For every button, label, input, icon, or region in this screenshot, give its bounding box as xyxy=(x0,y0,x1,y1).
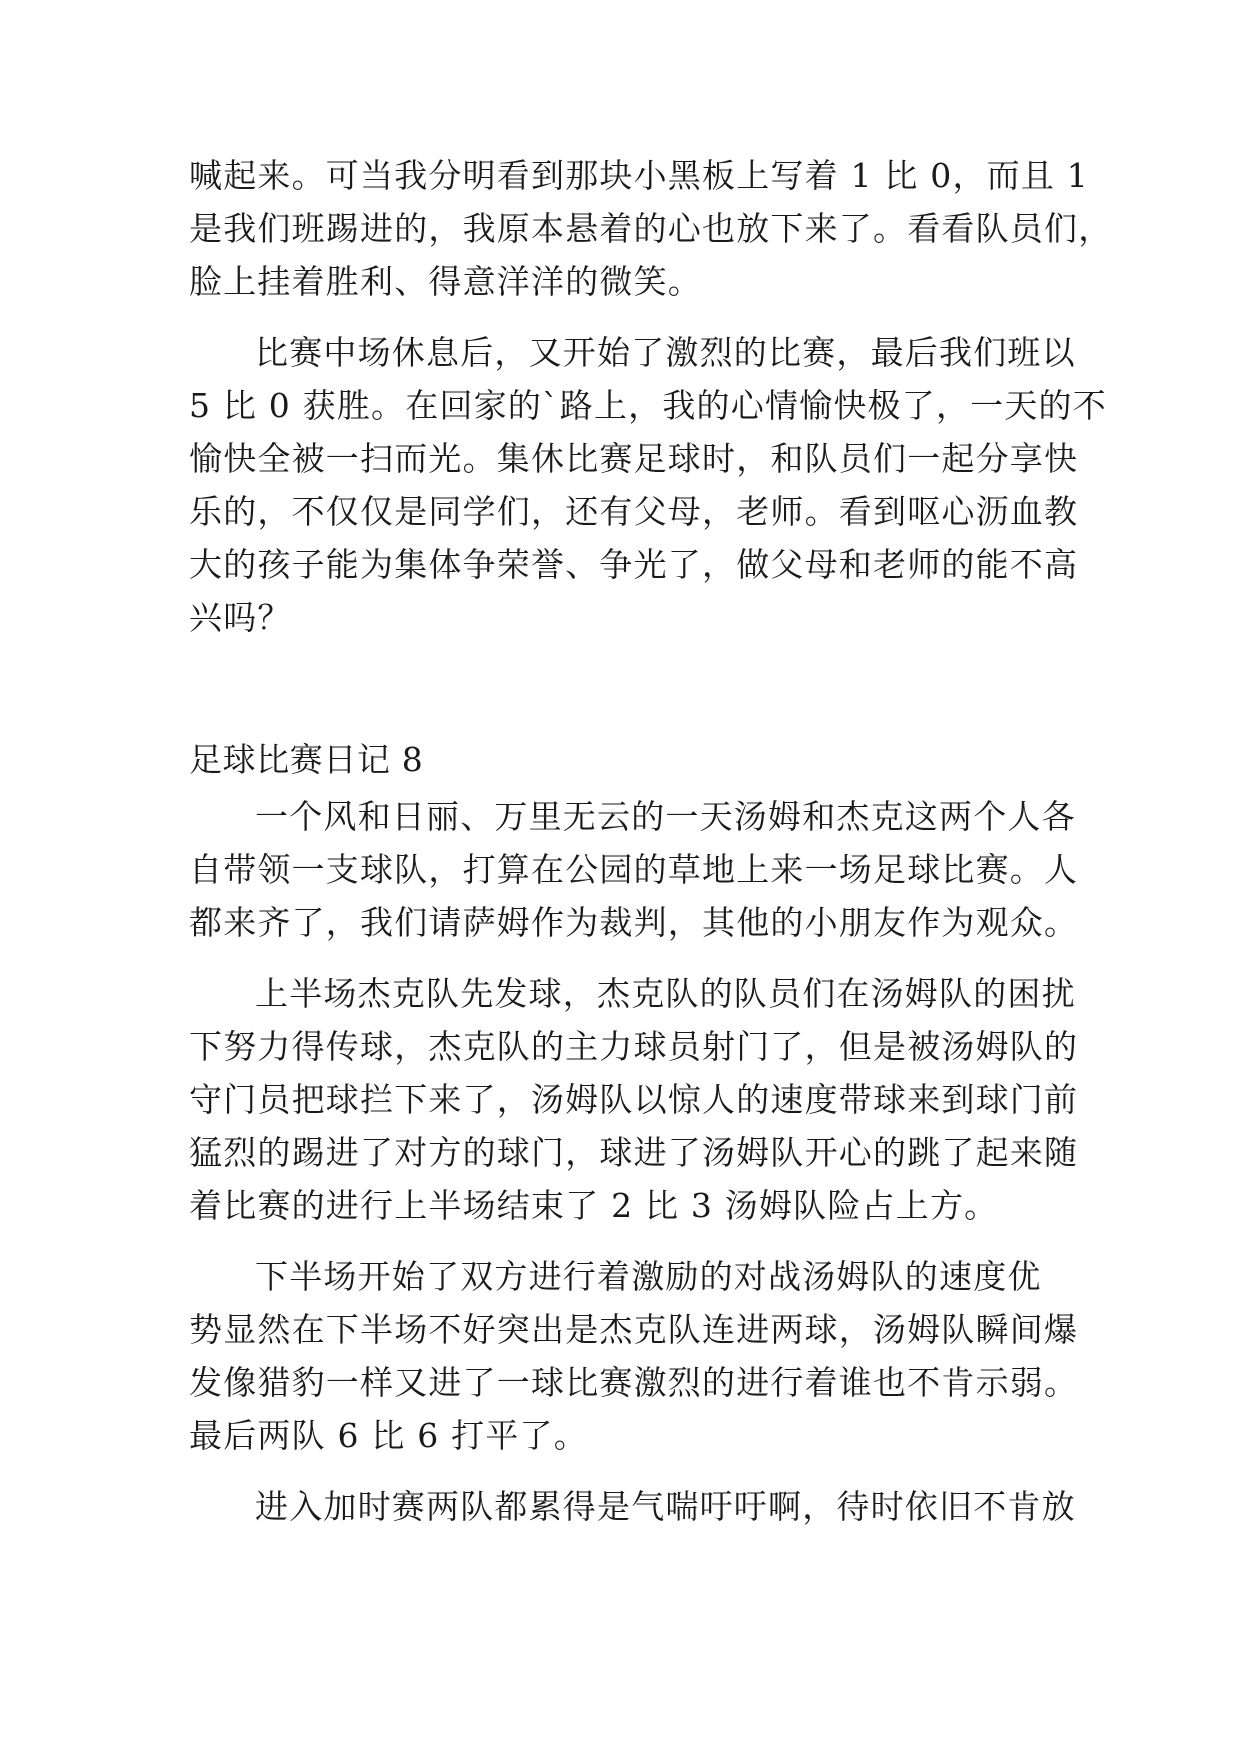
text-line: 乐的，不仅仅是同学们，还有父母，老师。看到呕心沥血教 xyxy=(189,492,1079,531)
text-line: 愉快全被一扫而光。集休比赛足球时，和队员们一起分享快 xyxy=(189,439,1079,478)
text-line: 自带领一支球队，打算在公园的草地上来一场足球比赛。人 xyxy=(189,850,1079,889)
text-line: 5 比 0 获胜。在回家的`路上，我的心情愉快极了，一天的不 xyxy=(189,386,1107,425)
text-line: 都来齐了，我们请萨姆作为裁判，其他的小朋友作为观众。 xyxy=(189,903,1079,942)
text-line: 着比赛的进行上半场结束了 2 比 3 汤姆队险占上方。 xyxy=(189,1186,999,1225)
text-line: 最后两队 6 比 6 打平了。 xyxy=(189,1416,588,1455)
text-line: 脸上挂着胜利、得意洋洋的微笑。 xyxy=(189,262,702,301)
text-line: 势显然在下半场不好突出是杰克队连进两球，汤姆队瞬间爆 xyxy=(189,1310,1079,1349)
text-line: 发像猎豹一样又进了一球比赛激烈的进行着谁也不肯示弱。 xyxy=(189,1363,1079,1402)
paragraph-first-line: 下半场开始了双方进行着激励的对战汤姆队的速度优 xyxy=(255,1257,1042,1296)
paragraph-first-line: 上半场杰克队先发球，杰克队的队员们在汤姆队的困扰 xyxy=(255,974,1076,1013)
text-line: 下努力得传球，杰克队的主力球员射门了，但是被汤姆队的 xyxy=(189,1027,1079,1066)
text-line: 喊起来。可当我分明看到那块小黑板上写着 1 比 0，而且 1 xyxy=(189,156,1089,195)
paragraph-first-line: 比赛中场休息后，又开始了激烈的比赛，最后我们班以 xyxy=(255,333,1076,372)
paragraph-first-line: 一个风和日丽、万里无云的一天汤姆和杰克这两个人各 xyxy=(255,797,1076,836)
text-line: 是我们班踢进的，我原本悬着的心也放下来了。看看队员们， xyxy=(189,209,1113,248)
section-heading: 足球比赛日记 8 xyxy=(189,740,424,779)
text-line: 大的孩子能为集体争荣誉、争光了，做父母和老师的能不高 xyxy=(189,545,1079,584)
text-line: 兴吗？ xyxy=(189,598,292,637)
text-line: 猛烈的踢进了对方的球门，球进了汤姆队开心的跳了起来随 xyxy=(189,1133,1079,1172)
text-line: 守门员把球拦下来了，汤姆队以惊人的速度带球来到球门前 xyxy=(189,1080,1079,1119)
paragraph-first-line: 进入加时赛两队都累得是气喘吁吁啊，待时依旧不肯放 xyxy=(255,1487,1076,1526)
